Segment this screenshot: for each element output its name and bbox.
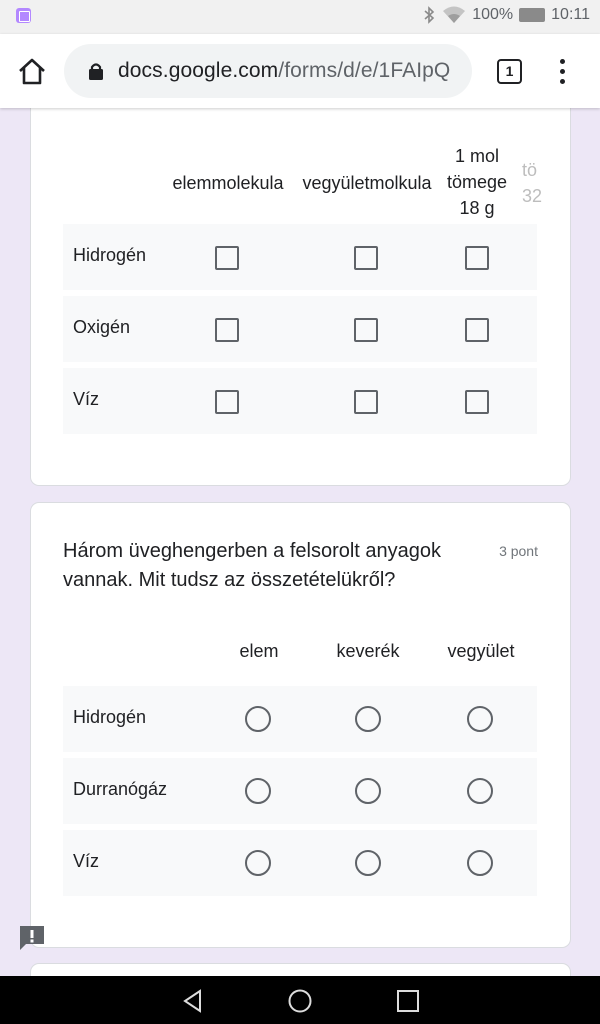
radio-button[interactable] xyxy=(467,778,493,804)
home-icon[interactable] xyxy=(16,56,48,88)
wifi-icon xyxy=(442,6,466,24)
column-header: elem xyxy=(239,641,279,661)
address-bar[interactable] xyxy=(64,44,472,98)
gallery-app-icon xyxy=(16,8,31,23)
row-label: Víz xyxy=(73,389,100,409)
clock: 10:11 xyxy=(551,6,590,23)
grid-row xyxy=(63,758,537,824)
back-icon[interactable] xyxy=(180,988,206,1014)
question-points: 3 pont xyxy=(499,543,538,559)
row-label: Víz xyxy=(73,851,100,871)
grid-row xyxy=(63,830,537,896)
column-header-line: tömege xyxy=(446,172,508,192)
url-domain: docs.google.com xyxy=(118,59,279,82)
checkbox[interactable] xyxy=(465,318,489,342)
radio-button[interactable] xyxy=(245,706,271,732)
url-path: /forms/d/e/1FAIpQ xyxy=(278,59,451,82)
report-feedback-icon[interactable] xyxy=(18,923,46,951)
browser-toolbar xyxy=(0,34,600,108)
checkbox[interactable] xyxy=(215,318,239,342)
checkbox[interactable] xyxy=(354,390,378,414)
checkbox[interactable] xyxy=(465,390,489,414)
bluetooth-icon xyxy=(422,6,436,24)
column-header: vegyület xyxy=(447,641,515,661)
column-header-line: 32 xyxy=(522,186,543,206)
column-header: keverék xyxy=(336,641,400,661)
question-title: Három üveghengerben a felsorolt anyagok vannak. Mit tudsz az összetételükről? xyxy=(63,540,442,591)
system-navigation-bar xyxy=(0,976,600,1024)
home-nav-icon[interactable] xyxy=(287,988,313,1014)
row-label: Durranógáz xyxy=(73,779,168,799)
checkbox[interactable] xyxy=(354,318,378,342)
radio-button[interactable] xyxy=(355,778,381,804)
radio-button[interactable] xyxy=(467,706,493,732)
row-label: Hidrogén xyxy=(73,707,147,727)
checkbox[interactable] xyxy=(215,390,239,414)
radio-button[interactable] xyxy=(245,850,271,876)
column-header: elemmolekula xyxy=(172,173,284,193)
radio-button[interactable] xyxy=(467,850,493,876)
column-header-line: tö xyxy=(522,160,538,180)
question-card-checkbox-grid xyxy=(30,80,571,486)
grid-row xyxy=(63,296,537,362)
more-menu-icon[interactable] xyxy=(552,56,572,86)
radio-button[interactable] xyxy=(245,778,271,804)
battery-percentage: 100% xyxy=(472,6,514,23)
row-label: Oxigén xyxy=(73,317,131,337)
column-header: vegyületmolkula xyxy=(302,173,432,193)
grid-row xyxy=(63,368,537,434)
checkbox[interactable] xyxy=(215,246,239,270)
column-header-clipped xyxy=(522,157,552,209)
recents-icon[interactable] xyxy=(395,988,421,1014)
url-text xyxy=(118,59,450,83)
column-header-line: 1 mol xyxy=(454,146,499,166)
status-indicators xyxy=(422,6,590,24)
status-bar xyxy=(0,0,600,34)
lock-icon xyxy=(88,62,104,80)
radio-button[interactable] xyxy=(355,706,381,732)
checkbox[interactable] xyxy=(465,246,489,270)
column-header-line: 18 g xyxy=(459,198,495,218)
checkbox[interactable] xyxy=(354,246,378,270)
row-label: Hidrogén xyxy=(73,245,147,265)
battery-icon xyxy=(519,8,545,22)
question-card-radio-grid xyxy=(30,502,571,948)
grid-row xyxy=(63,224,537,290)
radio-button[interactable] xyxy=(355,850,381,876)
grid-row xyxy=(63,686,537,752)
column-header xyxy=(445,143,509,221)
checkbox-grid xyxy=(63,121,543,451)
tab-switcher-button[interactable]: 1 xyxy=(497,59,522,84)
